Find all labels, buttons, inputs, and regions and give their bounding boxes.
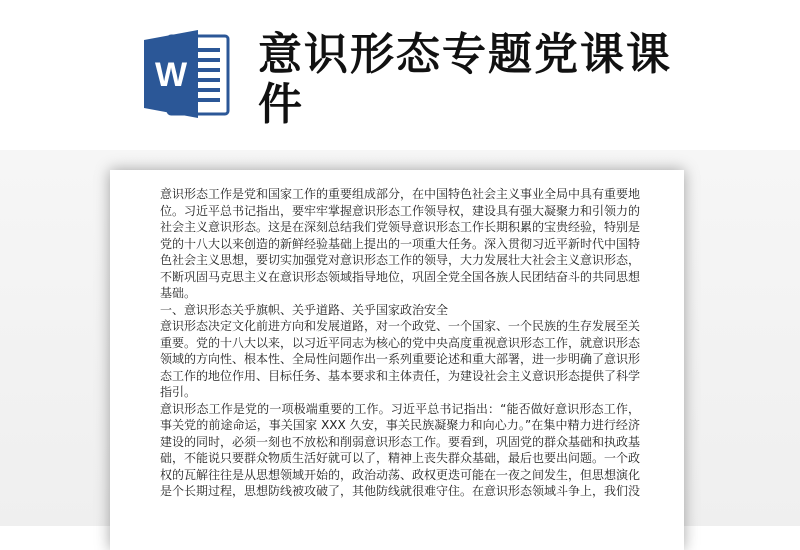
paragraph-intro: 意识形态工作是党和国家工作的重要组成部分，在中国特色社会主义事业全局中具有重要地位。习近平总书记指出，要牢牢掌握意识形态工作领导权，建设具有强大凝聚力和引领力的社会主义意识形态。这是在深刻总结我们党领导意识形态工作长期积累的宝贵经验，特别是党的十八大以来创造的新鲜经验基础上提出的一项重大任务。深入贯彻习近平新时代中国特色社会主义思想，要切实加强党对意识形态工作的领导，大力发展壮大社会主义意识形态，不断巩固马克思主义在意识形态领域指导地位，巩固全党全国各族人民团结奋斗的共同思想基础。: [160, 187, 641, 300]
paragraph-section-1-b: 意识形态工作是党的一项极端重要的工作。习近平总书记指出：“能否做好意识形态工作，事关党的前途命运，事关国家 XXX 久安，事关民族凝聚力和向心力。”在集中精力进行经济建设的同时，必须一刻也不放松和削弱意识形态工作。要看到，巩固党的群众基础和执政基础，不能说只要群众物质生活好就可以了，精神上丧失群众基础，最后也要出问题。一个政权的瓦解往往是从思想领域开始的，政治动荡、政权更迭可能在一夜之间发生，但思想演化是个长期过程，思想防线被攻破了，其他防线就很难守住。在意识形态领域斗争上，我们没: [160, 401, 641, 498]
document-page: [110, 170, 684, 550]
section-heading-1: 一、意识形态关乎旗帜、关乎道路、关乎国家政治安全: [160, 302, 449, 317]
paragraph-section-1-a: 意识形态决定文化前进方向和发展道路，对一个政党、一个国家、一个民族的生存发展至关重要。党的十八大以来，以习近平同志为核心的党中央高度重视意识形态工作，就意识形态领域的方向性、根本性、全局性问题作出一系列重要论述和重大部署，进一步明确了意识形态工作的地位作用、目标任务、基本要求和主体责任，为建设社会主义意识形态提供了科学指引。: [160, 319, 641, 399]
document-body: [160, 186, 640, 500]
header-banner: [0, 0, 800, 150]
document-title: 意识形态专题党课课件: [258, 29, 672, 130]
word-document-icon: [142, 28, 232, 120]
svg-text:W: W: [154, 56, 188, 94]
